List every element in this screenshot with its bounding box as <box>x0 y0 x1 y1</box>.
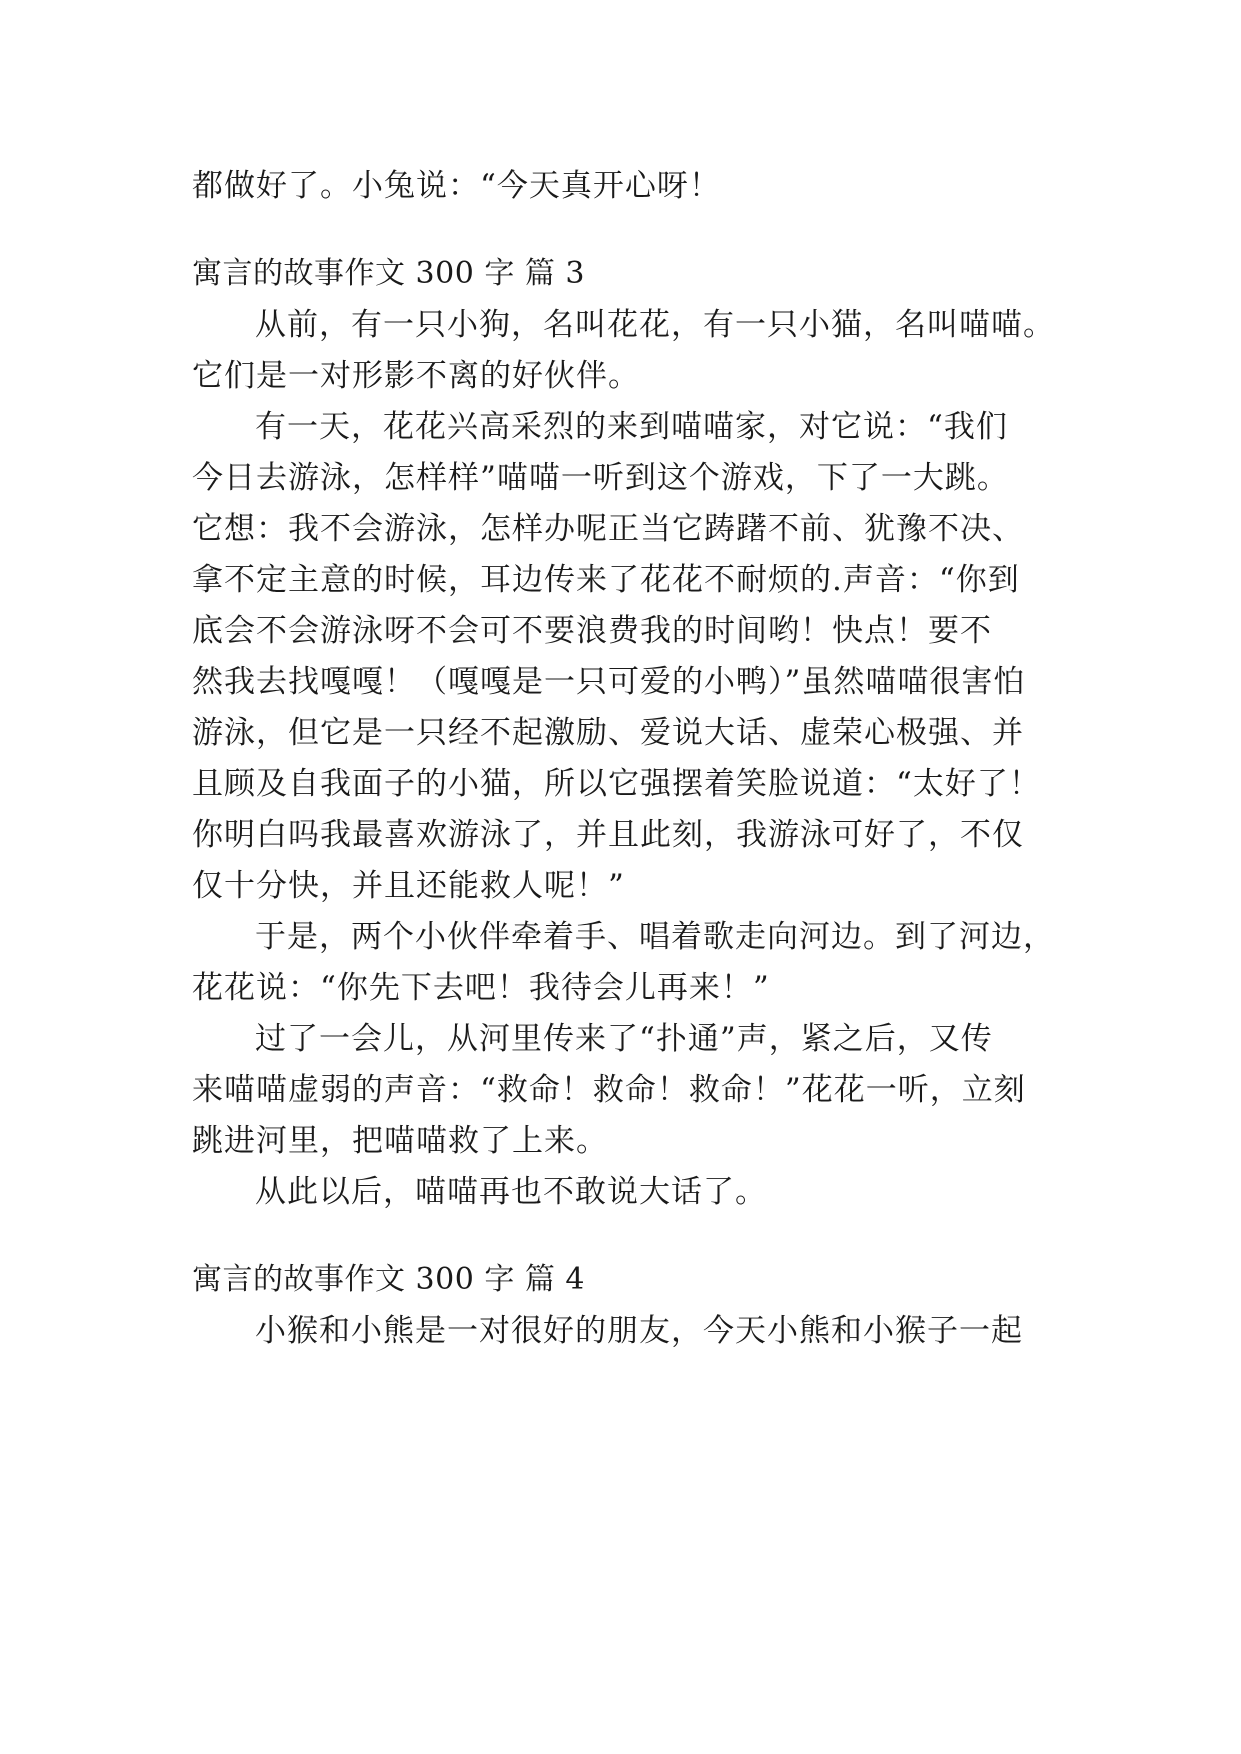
section-heading: 寓言的故事作文 300 字 篇 4 <box>192 1262 585 1297</box>
paragraph-line: 跳进河里，把喵喵救了上来。 <box>192 1123 608 1159</box>
paragraph-line: 花花说：“你先下去吧！我待会儿再来！” <box>192 970 770 1006</box>
section-heading: 寓言的故事作文 300 字 篇 3 <box>192 256 585 291</box>
paragraph-line: 今日去游泳，怎样样”喵喵一听到这个游戏，下了一大跳。 <box>192 460 1009 496</box>
paragraph-line: 它想：我不会游泳，怎样办呢正当它踌躇不前、犹豫不决、 <box>192 511 1024 547</box>
paragraph-line: 拿不定主意的时候，耳边传来了花花不耐烦的.声音：“你到 <box>192 562 1020 598</box>
paragraph-line: 且顾及自我面子的小猫，所以它强摆着笑脸说道：“太好了！ <box>192 766 1041 802</box>
paragraph-line: 游泳，但它是一只经不起激励、爱说大话、虚荣心极强、并 <box>192 715 1024 751</box>
paragraph-line: 从前，有一只小狗，名叫花花，有一只小猫，名叫喵喵。 <box>255 307 1055 343</box>
paragraph-line: 你明白吗我最喜欢游泳了，并且此刻，我游泳可好了，不仅 <box>192 817 1024 853</box>
paragraph-line: 仅十分快，并且还能救人呢！” <box>192 868 625 904</box>
paragraph-line: 它们是一对形影不离的好伙伴。 <box>192 358 640 394</box>
paragraph-line: 过了一会儿，从河里传来了“扑通”声，紧之后，又传 <box>255 1021 993 1057</box>
paragraph-line: 来喵喵虚弱的声音：“救命！救命！救命！”花花一听，立刻 <box>192 1072 1026 1108</box>
paragraph-line: 小猴和小熊是一对很好的朋友，今天小熊和小猴子一起 <box>255 1313 1023 1349</box>
paragraph-line: 从此以后，喵喵再也不敢说大话了。 <box>255 1174 767 1210</box>
paragraph-line: 然我去找嘎嘎！（嘎嘎是一只可爱的小鸭）”虽然喵喵很害怕 <box>192 664 1026 700</box>
paragraph-line: 于是，两个小伙伴牵着手、唱着歌走向河边。到了河边， <box>255 919 1055 955</box>
paragraph-line: 有一天，花花兴高采烈的来到喵喵家，对它说：“我们 <box>255 409 1008 445</box>
paragraph-line: 都做好了。小兔说：“今天真开心呀！ <box>192 168 721 204</box>
paragraph-line: 底会不会游泳呀不会可不要浪费我的时间哟！快点！要不 <box>192 613 992 649</box>
